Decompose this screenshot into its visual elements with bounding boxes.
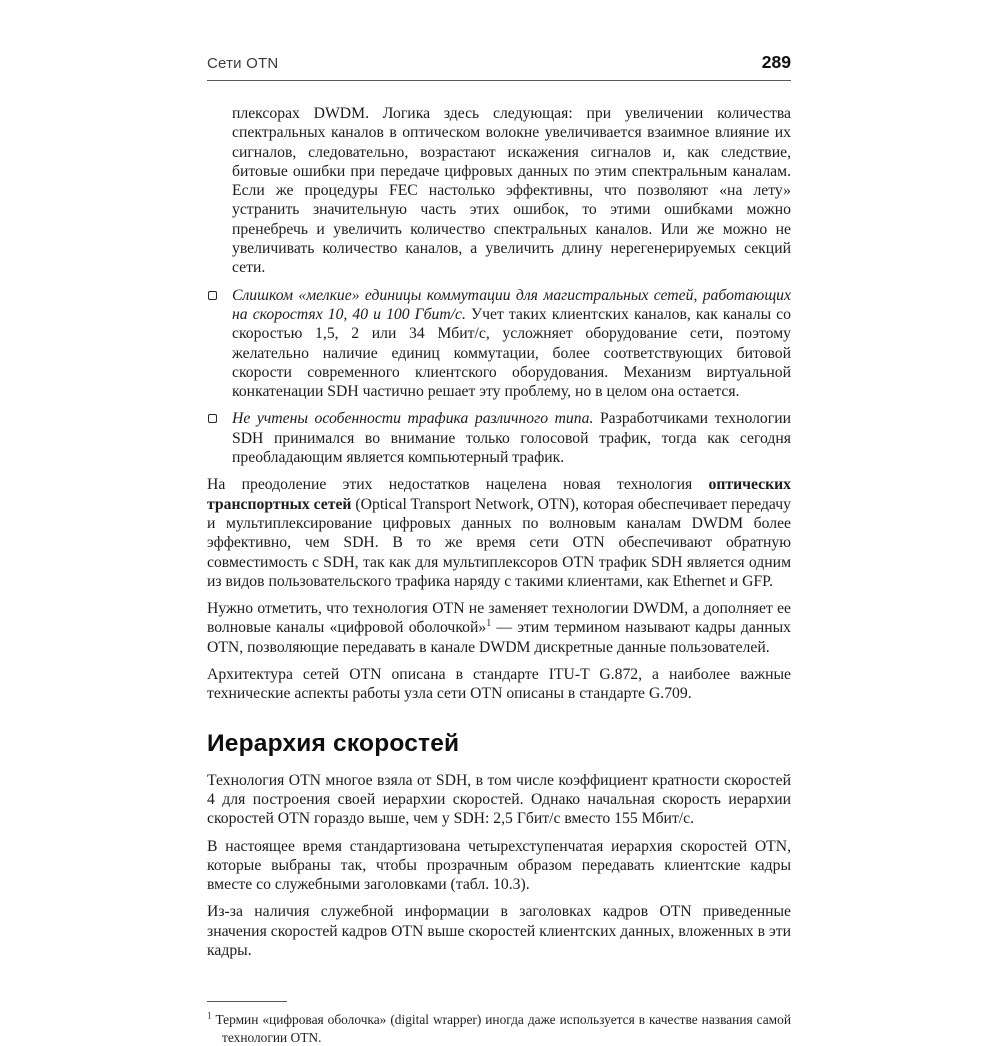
bullet-marker-cell [207, 286, 232, 402]
footnote-divider [207, 1001, 287, 1002]
running-title: Сети OTN [207, 55, 279, 72]
bullet-list [207, 286, 791, 468]
footnote-body: Термин «цифровая оболочка» (digital wrapper) иногда даже используется в качестве названия самой технологии OTN. [211, 1012, 791, 1045]
paragraph-architecture: Архитектура сетей OTN описана в стандарте ITU-T G.872, а наиболее важные технические аспекты работы узла сети OTN описаны в стандарте G.709. [207, 666, 791, 703]
bullet-lead: Слишком «мелкие» единицы коммутации для магистральных сетей, работающих на скоростях 10, 40 и 100 Гбит/с. [232, 286, 791, 323]
bullet-text [232, 286, 791, 402]
text-run: — этим термином называют кадры данных OTN, позволяющие передавать в канале DWDM дискретные данные пользователей. [207, 619, 791, 656]
running-header [207, 52, 791, 81]
footnote-text [207, 1011, 791, 1046]
bullet-body: Разработчиками технологии SDH принимался во внимание только голосовой трафик, тогда как сегодня преобладающим является компьютерный трафик. [232, 410, 791, 467]
list-item [207, 286, 791, 402]
bullet-lead: Не учтены особенности трафика различного типа. [232, 410, 594, 428]
text-run: Нужно отметить, что технология OTN не заменяет технологии DWDM, а дополняет ее волновые каналы «цифровой оболочкой» [207, 600, 791, 637]
section-paragraph-1: Технология OTN многое взяла от SDH, в том числе коэффициент кратности скоростей 4 для построения своей иерархии скоростей. Однако начальная скорость иерархии скоростей OTN гораздо выше, чем у SDH: 2,5 Гбит/с вместо 155 Мбит/с. [207, 771, 791, 828]
section-paragraph-3: Из-за наличия служебной информации в заголовках кадров OTN приведенные значения скоростей кадров OTN выше скоростей клиентских данных, вложенных в эти кадры. [207, 903, 791, 959]
footnote-block [207, 1001, 791, 1046]
page-content [207, 52, 791, 1046]
footnote-marker: 1 [207, 1010, 212, 1021]
section-paragraph-2: В настоящее время стандартизована четырехступенчатая иерархия скоростей OTN, которые выбраны так, чтобы прозрачным образом передавать клиентские кадры вместе со служебными заголовками (табл. 10.3). [207, 837, 791, 894]
bullet-marker-cell [207, 409, 232, 467]
text-run: (Optical Transport Network, OTN), которая обеспечивает передачу и мультиплексирование цифровых данных по волновым каналам DWDM более эффективно, чем SDH. В то же время сети OTN обеспечивают обратную совместимость с SDH, так как для мультиплексоров OTN трафик SDH является одним из видов пользовательского трафика наряду с такими клиентами, как Ethernet и GFP. [207, 495, 792, 590]
page-number: 289 [761, 52, 791, 72]
bullet-text [232, 409, 791, 467]
continuation-paragraph: плексорах DWDM. Логика здесь следующая: при увеличении количества спектральных каналов в оптическом волокне увеличивается взаимное влияние их сигналов, следовательно, возрастают искажения сигналов и, как следствие, битовые ошибки при передаче цифровых данных по этим спектральным каналам. Если же процедуры FEC настолько эффективны, что позволяют «на лету» устранить значительную часть этих ошибок, то этими ошибками можно пренебречь и увеличить количество спектральных каналов. Или же можно не увеличивать количество каналов, а увеличить длину нерегенерируемых секций сети. [232, 105, 791, 277]
paragraph-digital-wrapper [207, 599, 791, 657]
bold-term: оптических транспортных сетей [207, 476, 791, 513]
footnote-reference: 1 [486, 618, 492, 630]
bullet-body: Учет таких клиентских каналов, как каналы со скоростью 1,5, 2 или 34 Мбит/с, усложняет оборудование сети, поэтому желательно наличие единиц коммутации, более соответствующих битовой скорости современного клиентского оборудования. Механизм виртуальной конкатенации SDH частично решает эту проблему, но в целом она остается. [232, 305, 791, 401]
hollow-square-bullet-icon [208, 414, 217, 423]
hollow-square-bullet-icon [208, 291, 217, 300]
paragraph-otn-intro [207, 475, 791, 591]
text-run: На преодоление этих недостатков нацелена новая технология [207, 476, 709, 494]
list-item [207, 409, 791, 467]
section-heading: Иерархия скоростей [207, 729, 460, 757]
